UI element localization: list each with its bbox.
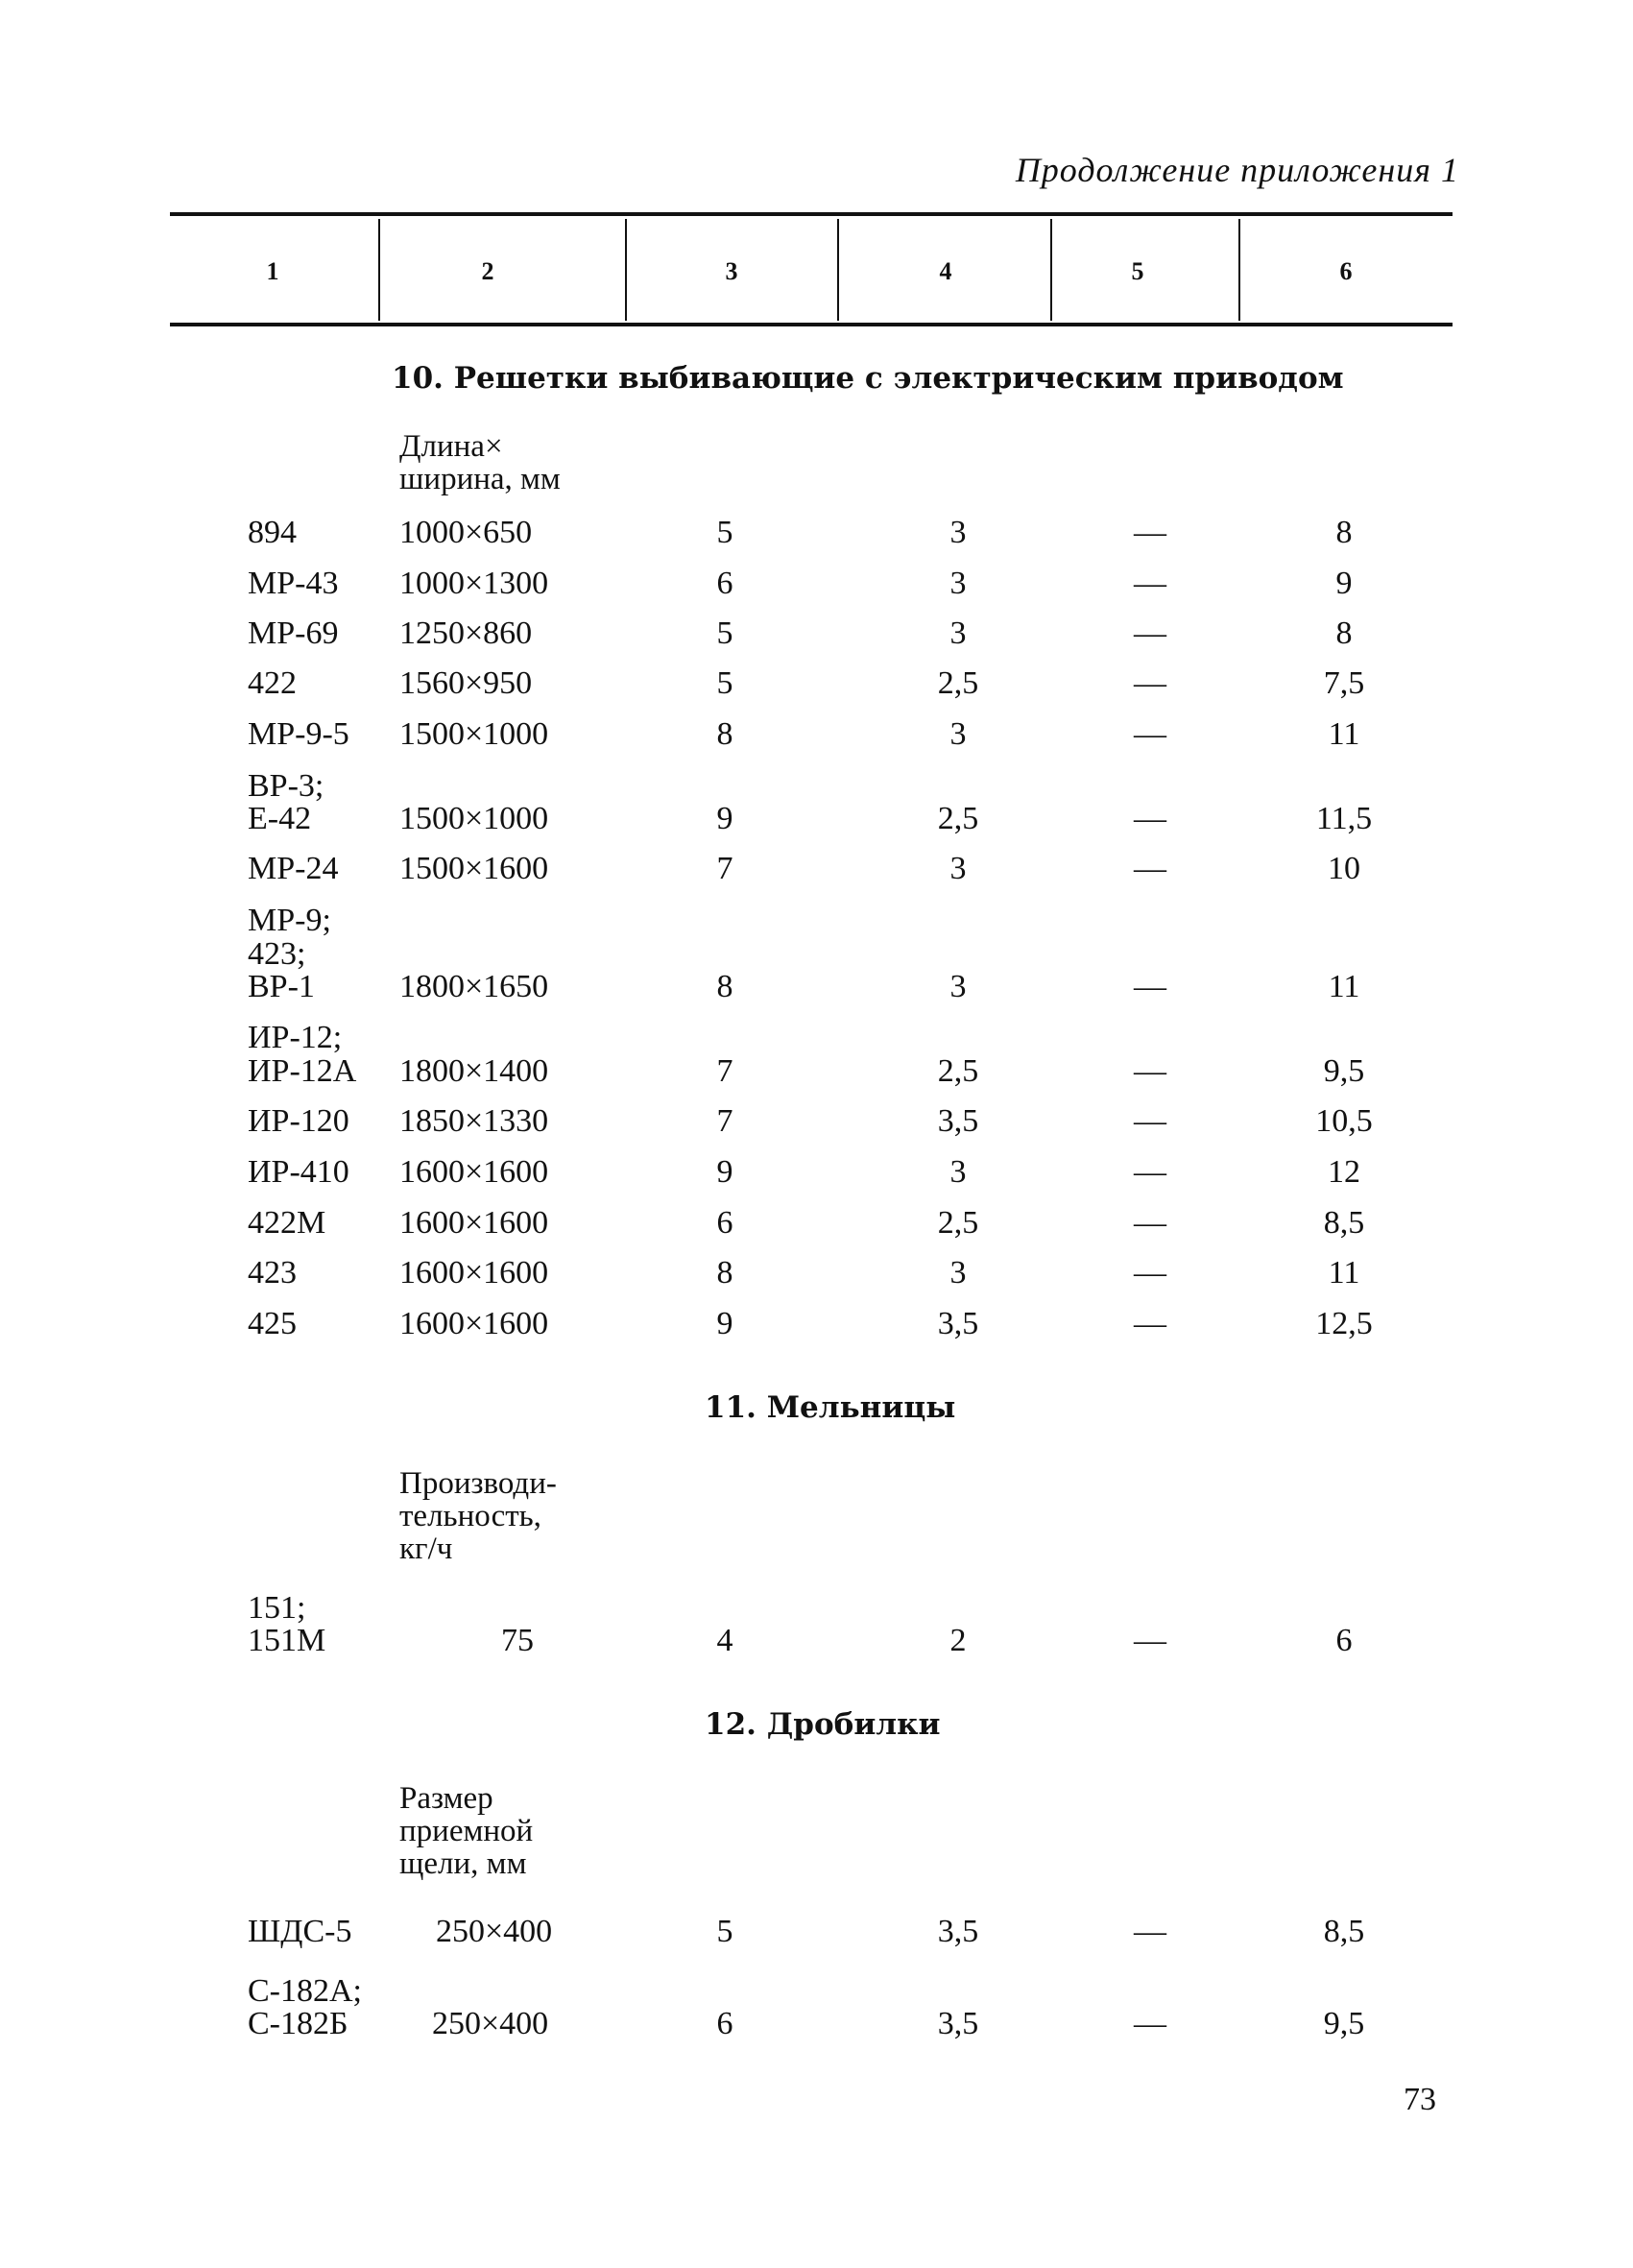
- row-col3: 5: [716, 515, 733, 550]
- row-col3: 7: [716, 851, 733, 886]
- row-param: 1250×860: [399, 615, 533, 651]
- row-col4: 3: [949, 716, 967, 752]
- row-col3: 9: [716, 801, 733, 836]
- row-name: С-182Б: [248, 2006, 348, 2041]
- column-divider: [1238, 219, 1240, 321]
- row-col6: 9: [1335, 566, 1353, 601]
- row-col6: 11: [1328, 716, 1360, 752]
- row-param: 1800×1400: [399, 1053, 549, 1089]
- column-number: 2: [481, 257, 494, 285]
- row-param: 1500×1000: [399, 801, 549, 836]
- row-col6: 10,5: [1315, 1103, 1373, 1139]
- row-param: 1600×1600: [399, 1255, 549, 1291]
- row-name: МР-69: [248, 615, 339, 651]
- row-col3: 8: [716, 969, 733, 1004]
- row-param: 1500×1600: [399, 851, 549, 886]
- row-col3: 5: [716, 615, 733, 651]
- row-col3: 4: [716, 1623, 733, 1658]
- row-name: С-182А;: [248, 1973, 362, 2009]
- row-col4: 3: [949, 851, 967, 886]
- row-col3: 6: [716, 2006, 733, 2041]
- row-col5: —: [1134, 1255, 1166, 1291]
- row-col4: 3,5: [937, 2006, 979, 2041]
- param-header-line: Длина×: [399, 429, 503, 464]
- row-col3: 8: [716, 716, 733, 752]
- row-name: МР-43: [248, 566, 339, 601]
- row-param: 1000×1300: [399, 566, 549, 601]
- row-col6: 7,5: [1323, 665, 1365, 701]
- row-col4: 3,5: [937, 1914, 979, 1949]
- row-col4: 3,5: [937, 1103, 979, 1139]
- row-param: 250×400: [432, 2006, 549, 2041]
- row-param: 1000×650: [399, 515, 533, 550]
- row-param: 1600×1600: [399, 1205, 549, 1241]
- row-col5: —: [1134, 566, 1166, 601]
- row-col5: —: [1134, 515, 1166, 550]
- row-col4: 3: [949, 1154, 967, 1190]
- row-name: ШДС-5: [248, 1914, 352, 1949]
- row-param: 1850×1330: [399, 1103, 549, 1139]
- row-col3: 7: [716, 1103, 733, 1139]
- column-number: 5: [1131, 257, 1144, 285]
- row-name: 151;: [248, 1590, 306, 1626]
- row-col3: 6: [716, 1205, 733, 1241]
- row-col6: 6: [1335, 1623, 1353, 1658]
- row-name: ИР-120: [248, 1103, 349, 1139]
- row-col5: —: [1134, 1914, 1166, 1949]
- row-name: Е-42: [248, 801, 312, 836]
- column-number: 3: [725, 257, 738, 285]
- param-header-line: Производи-: [399, 1466, 557, 1501]
- row-col5: —: [1134, 969, 1166, 1004]
- row-col4: 2: [949, 1623, 967, 1658]
- row-col5: —: [1134, 615, 1166, 651]
- param-header-line: приемной: [399, 1814, 534, 1848]
- row-name: 423;: [248, 936, 306, 972]
- row-col5: —: [1134, 1053, 1166, 1089]
- param-header-line: Размер: [399, 1781, 493, 1816]
- row-col4: 3: [949, 566, 967, 601]
- row-col5: —: [1134, 1306, 1166, 1341]
- row-name: 423: [248, 1255, 297, 1291]
- row-col3: 5: [716, 1914, 733, 1949]
- row-name: 894: [248, 515, 297, 550]
- row-name: 422: [248, 665, 297, 701]
- column-divider: [625, 219, 627, 321]
- row-col4: 3: [949, 969, 967, 1004]
- row-col6: 10: [1328, 851, 1360, 886]
- row-col3: 9: [716, 1154, 733, 1190]
- row-col4: 3: [949, 615, 967, 651]
- row-col6: 11: [1328, 1255, 1360, 1291]
- section-title: 12. Дробилки: [705, 1707, 941, 1742]
- row-name: ИР-12;: [248, 1020, 343, 1055]
- column-divider: [1050, 219, 1052, 321]
- row-col4: 2,5: [937, 801, 979, 836]
- row-param: 1600×1600: [399, 1154, 549, 1190]
- row-col5: —: [1134, 801, 1166, 836]
- column-number: 1: [266, 257, 279, 285]
- column-number: 6: [1339, 257, 1353, 285]
- row-col5: —: [1134, 1623, 1166, 1658]
- row-col4: 3: [949, 515, 967, 550]
- param-header-line: щели, мм: [399, 1846, 527, 1881]
- row-col6: 8: [1335, 615, 1353, 651]
- row-col6: 12,5: [1315, 1306, 1373, 1341]
- row-col6: 11: [1328, 969, 1360, 1004]
- table-top-rule: [170, 212, 1453, 216]
- row-name: МР-24: [248, 851, 339, 886]
- section-title: 11. Мельницы: [705, 1390, 956, 1425]
- param-header-line: тельность,: [399, 1499, 541, 1533]
- row-col3: 9: [716, 1306, 733, 1341]
- row-name: ВР-3;: [248, 768, 324, 804]
- column-divider: [378, 219, 380, 321]
- row-param: 1500×1000: [399, 716, 549, 752]
- row-col5: —: [1134, 851, 1166, 886]
- row-col6: 8: [1335, 515, 1353, 550]
- row-name: 151М: [248, 1623, 326, 1658]
- row-name: 422М: [248, 1205, 326, 1241]
- row-param: 1560×950: [399, 665, 533, 701]
- row-col4: 2,5: [937, 665, 979, 701]
- row-col6: 9,5: [1323, 2006, 1365, 2041]
- row-name: ИР-410: [248, 1154, 349, 1190]
- table-header-bottom-rule: [170, 323, 1453, 326]
- row-col4: 2,5: [937, 1205, 979, 1241]
- row-col3: 5: [716, 665, 733, 701]
- param-header-line: кг/ч: [399, 1532, 453, 1566]
- row-param: 75: [501, 1623, 534, 1658]
- row-col6: 9,5: [1323, 1053, 1365, 1089]
- section-title: 10. Решетки выбивающие с электрическим приводом: [392, 361, 1344, 396]
- row-col3: 8: [716, 1255, 733, 1291]
- param-header-line: ширина, мм: [399, 462, 561, 496]
- row-col5: —: [1134, 1103, 1166, 1139]
- row-col6: 8,5: [1323, 1205, 1365, 1241]
- row-col6: 12: [1328, 1154, 1360, 1190]
- row-col4: 3: [949, 1255, 967, 1291]
- row-col4: 3,5: [937, 1306, 979, 1341]
- row-param: 250×400: [436, 1914, 553, 1949]
- row-col5: —: [1134, 1154, 1166, 1190]
- column-number: 4: [939, 257, 952, 285]
- row-name: 425: [248, 1306, 297, 1341]
- row-param: 1800×1650: [399, 969, 549, 1004]
- row-col3: 6: [716, 566, 733, 601]
- row-name: ВР-1: [248, 969, 315, 1004]
- running-header: Продолжение приложения 1: [1015, 151, 1459, 189]
- row-param: 1600×1600: [399, 1306, 549, 1341]
- column-divider: [837, 219, 839, 321]
- row-col6: 11,5: [1315, 801, 1373, 836]
- row-col5: —: [1134, 2006, 1166, 2041]
- row-name: ИР-12А: [248, 1053, 357, 1089]
- row-col5: —: [1134, 716, 1166, 752]
- row-col5: —: [1134, 1205, 1166, 1241]
- row-col3: 7: [716, 1053, 733, 1089]
- row-col4: 2,5: [937, 1053, 979, 1089]
- row-name: МР-9-5: [248, 716, 349, 752]
- row-col6: 8,5: [1323, 1914, 1365, 1949]
- page-number: 73: [1404, 2082, 1436, 2117]
- row-col5: —: [1134, 665, 1166, 701]
- row-name: МР-9;: [248, 903, 331, 938]
